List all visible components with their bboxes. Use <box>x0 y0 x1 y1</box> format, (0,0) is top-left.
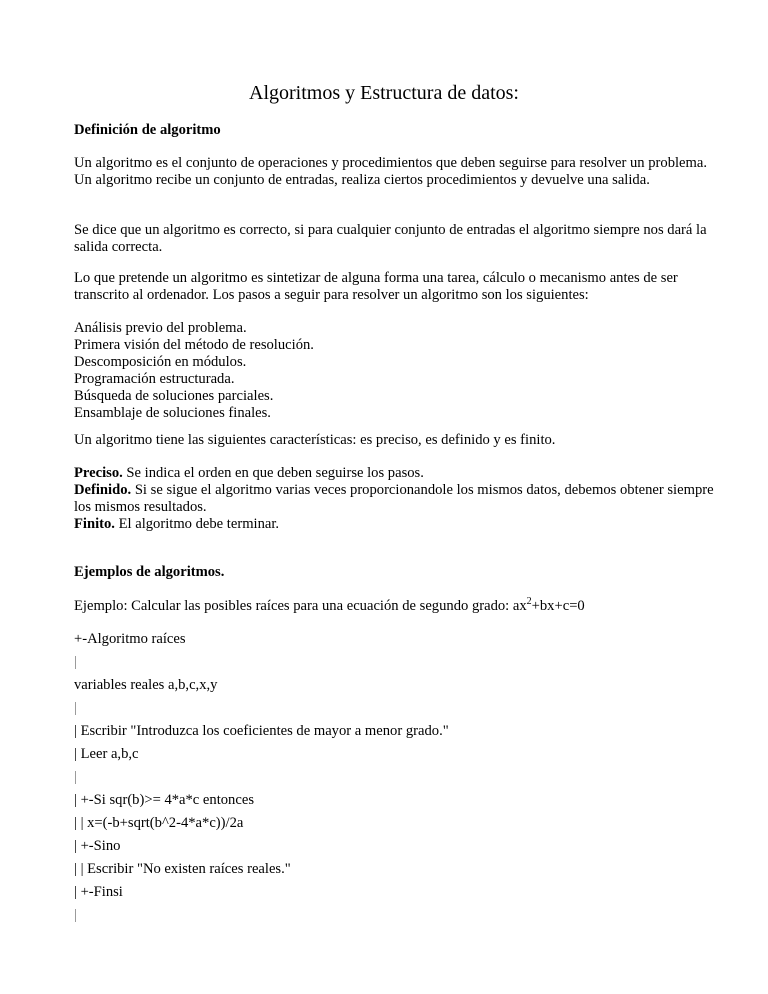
characteristic-item <box>74 482 714 516</box>
code-line: variables reales a,b,c,x,y <box>74 677 218 693</box>
characteristic-term: Definido. <box>74 482 132 498</box>
section-heading-definition: Definición de algoritmo <box>74 122 221 138</box>
code-line: | | Escribir "No existen raíces reales." <box>74 861 291 877</box>
exponent: 2 <box>526 596 532 607</box>
code-line: | <box>74 907 77 923</box>
characteristic-term: Finito. <box>74 516 115 532</box>
code-line: | Leer a,b,c <box>74 746 139 762</box>
characteristic-text: Se indica el orden en que deben seguirse los pasos. <box>122 465 424 481</box>
section-heading-examples: Ejemplos de algoritmos. <box>74 564 225 580</box>
characteristics-list <box>74 465 714 533</box>
list-item: Ensamblaje de soluciones finales. <box>74 405 271 421</box>
document-title: Algoritmos y Estructura de datos: <box>249 82 519 105</box>
steps-list <box>74 320 714 422</box>
characteristic-term: Preciso. <box>74 465 123 481</box>
code-line: | <box>74 700 77 716</box>
paragraph-definition: Un algoritmo es el conjunto de operaciones y procedimientos que deben seguirse para resolver un problema. Un algoritmo recibe un conjunto de entradas, realiza ciertos procedimientos y devuelve una salida. <box>74 155 708 188</box>
code-line: | | x=(-b+sqrt(b^2-4*a*c))/2a <box>74 815 244 831</box>
example-intro <box>74 598 714 615</box>
code-line: | <box>74 769 77 785</box>
list-item: Análisis previo del problema. <box>74 320 247 336</box>
list-item: Búsqueda de soluciones parciales. <box>74 388 274 404</box>
paragraph-correctness: Se dice que un algoritmo es correcto, si para cualquier conjunto de entradas el algoritmo siempre nos dará la salida correcta. <box>74 222 707 255</box>
paragraph-characteristics: Un algoritmo tiene las siguientes características: es preciso, es definido y es finito. <box>74 432 556 448</box>
list-item: Descomposición en módulos. <box>74 354 247 370</box>
example-intro-text: Ejemplo: Calcular las posibles raíces para una ecuación de segundo grado: ax <box>74 598 527 614</box>
code-line: +-Algoritmo raíces <box>74 631 186 647</box>
example-intro-tail: +bx+c=0 <box>531 598 585 614</box>
code-line: | Escribir "Introduzca los coeficientes de mayor a menor grado." <box>74 723 449 739</box>
list-item: Primera visión del método de resolución. <box>74 337 314 353</box>
paragraph-purpose: Lo que pretende un algoritmo es sintetizar de alguna forma una tarea, cálculo o mecanismo antes de ser transcrito al ordenador. Los pasos a seguir para resolver un algoritmo son los siguientes: <box>74 270 678 303</box>
code-line: | +-Sino <box>74 838 121 854</box>
characteristic-text: Si se sigue el algoritmo varias veces proporcionandole los mismos datos, debemos obtener siempre los mismos resultados. <box>74 482 714 515</box>
code-line: | +-Si sqr(b)>= 4*a*c entonces <box>74 792 254 808</box>
characteristic-item <box>74 465 714 482</box>
list-item: Programación estructurada. <box>74 371 235 387</box>
characteristic-text: El algoritmo debe terminar. <box>114 516 280 532</box>
characteristic-item <box>74 516 714 533</box>
code-line: | +-Finsi <box>74 884 123 900</box>
code-line: | <box>74 654 77 670</box>
